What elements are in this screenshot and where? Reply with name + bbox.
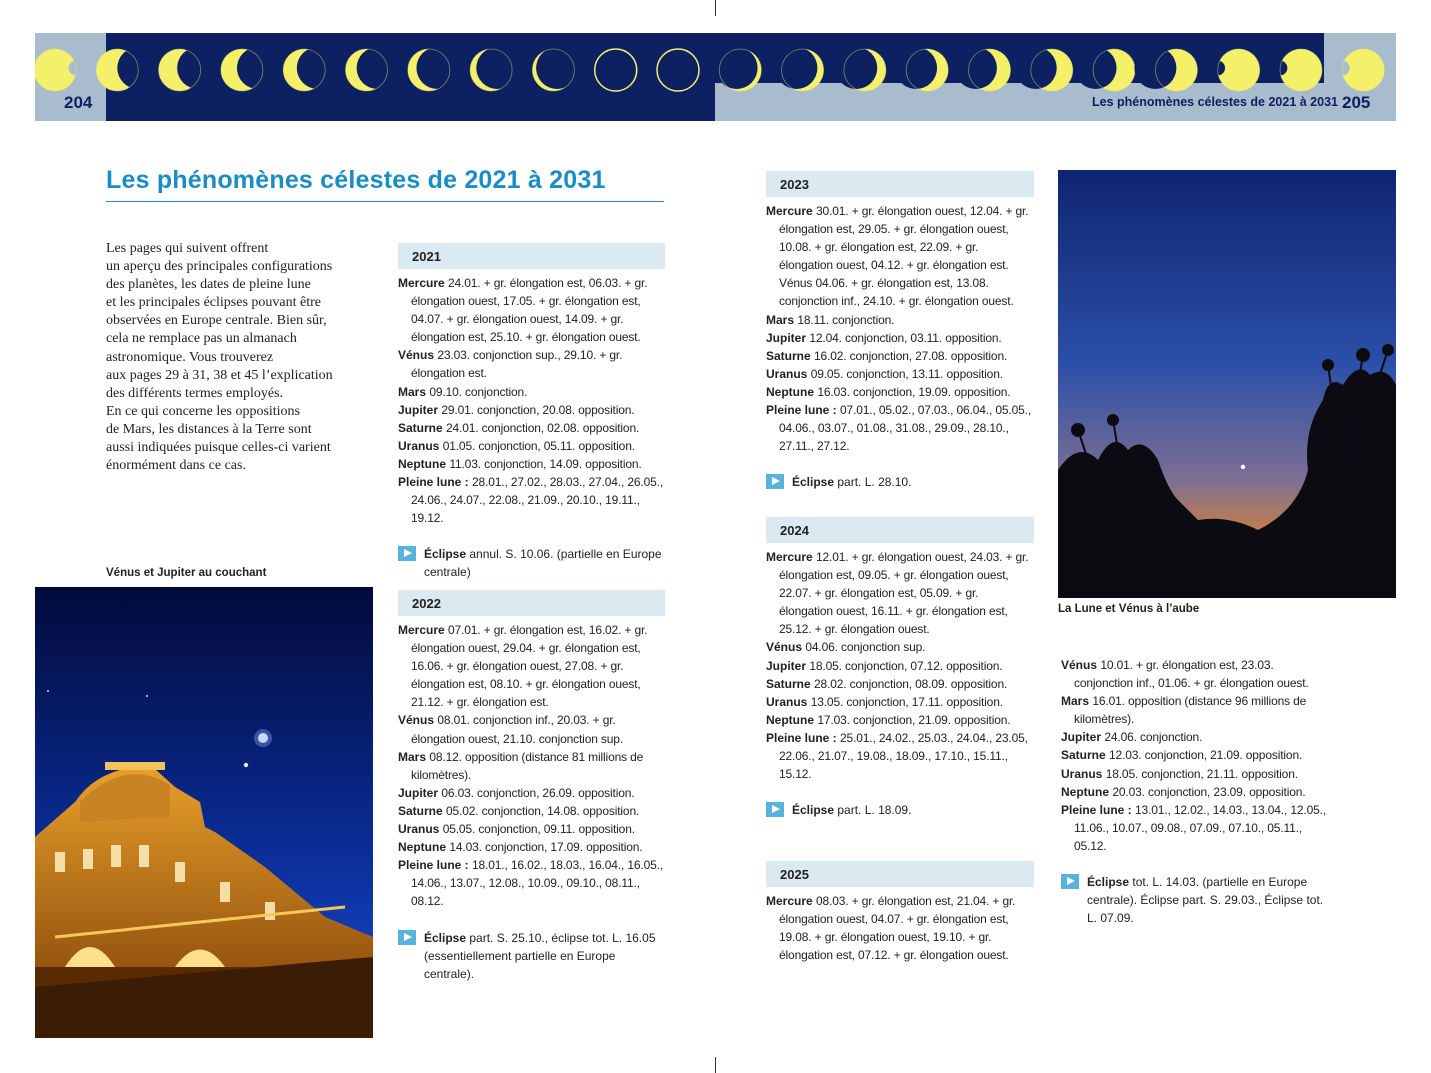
- event-dates: 10.01. + gr. élongation est, 23.03. conjonction inf., 01.06. + gr. élongation ouest.: [1074, 658, 1309, 691]
- intro-line: cela ne remplace pas un almanach: [106, 331, 297, 347]
- planet-name: Saturne: [398, 803, 443, 818]
- eclipse-text: part. L. 18.09.: [837, 803, 912, 818]
- planet-name: Mars: [1061, 694, 1090, 709]
- eclipse-text: part. S. 25.10., éclipse tot. L. 16.05 (essentiellement partielle en Europe centrale).: [424, 930, 656, 981]
- eclipse-note: [766, 473, 1034, 491]
- event-dates: 18.11. conjonction.: [797, 312, 895, 327]
- event-entry: [766, 311, 1034, 329]
- intro-line: aux pages 29 à 31, 38 et 45 l’explication: [106, 367, 333, 383]
- play-arrow-icon: [766, 802, 784, 817]
- event-entry: [766, 548, 1034, 638]
- planet-name: Neptune: [766, 384, 814, 399]
- planet-name: Vénus: [1061, 658, 1098, 672]
- photo-caption-right: La Lune et Vénus à l’aube: [1058, 603, 1200, 615]
- event-dates: 24.01. + gr. élongation est, 06.03. + gr. élongation ouest, 17.05. + gr. élongation est, 04.07. + gr. élongation ouest, 14.09. + gr. élongation est, 25.10. + gr. élongation ouest.: [411, 276, 648, 345]
- year-block-2021: [398, 243, 665, 582]
- moon-phase-icon: [408, 47, 459, 91]
- planet-name: Vénus: [398, 348, 435, 363]
- event-dates: 08.01. conjonction inf., 20.03. + gr. élongation ouest, 21.10. conjonction sup.: [411, 713, 624, 746]
- event-entry: [398, 838, 665, 856]
- intro-line: des différents termes employés.: [106, 385, 284, 401]
- event-dates: 24.01. conjonction, 02.08. opposition.: [446, 420, 640, 435]
- moon-phase-icon: [96, 47, 159, 91]
- event-entry: [398, 346, 665, 382]
- eclipse-label: Éclipse: [792, 475, 835, 490]
- event-entry: [766, 365, 1034, 383]
- moon-phase-icon: [159, 47, 220, 91]
- event-entry: [766, 202, 1034, 311]
- planet-name: Vénus: [766, 640, 803, 655]
- moon-phase-icon: [470, 47, 518, 91]
- event-dates: 17.03. conjonction, 21.09. opposition.: [817, 712, 1011, 727]
- intro-line: observées en Europe centrale. Bien sûr,: [106, 313, 327, 329]
- moon-phase-icon: [221, 47, 279, 91]
- planet-name: Mars: [398, 384, 427, 399]
- event-dates: 12.04. conjonction, 03.11. opposition.: [809, 330, 1002, 345]
- event-dates: 16.01. opposition (distance 96 millions de kilomètres).: [1074, 694, 1307, 727]
- event-dates: 09.10. conjonction.: [429, 384, 528, 399]
- event-dates: 04.06. conjonction sup.: [805, 640, 926, 655]
- event-dates: 05.05. conjonction, 09.11. opposition.: [442, 822, 635, 837]
- moon-phase-icon: [1210, 49, 1259, 91]
- event-entry: [1061, 656, 1329, 692]
- planet-name: Mars: [766, 312, 795, 327]
- moon-venus-dawn-photo: [1058, 170, 1396, 598]
- moon-phase-icon: [1134, 47, 1197, 91]
- year-block-2024: [766, 517, 1034, 819]
- moon-phase-icon: [595, 49, 637, 91]
- planet-name: Pleine lune :: [398, 475, 469, 490]
- planet-name: Uranus: [766, 366, 808, 381]
- intro-line: et les principales éclipses pouvant être: [106, 295, 321, 311]
- event-entry: [398, 748, 665, 784]
- planet-name: Mercure: [398, 276, 445, 290]
- intro-line: des planètes, les dates de pleine lune: [106, 277, 311, 293]
- play-arrow-icon: [766, 474, 784, 489]
- planet-name: Jupiter: [766, 330, 807, 345]
- event-dates: 05.02. conjonction, 14.08. opposition.: [446, 803, 640, 818]
- intro-line: aussi indiquées puisque celles-ci varient: [106, 440, 331, 456]
- event-entry: [398, 274, 665, 346]
- planet-name: Uranus: [1061, 766, 1103, 781]
- eclipse-note: [766, 801, 1034, 819]
- event-dates: 24.06. conjonction.: [1104, 730, 1203, 745]
- event-dates: 16.02. conjonction, 27.08. opposition.: [814, 348, 1008, 363]
- event-dates: 07.01. + gr. élongation est, 16.02. + gr. élongation ouest, 29.04. + gr. élongation est, 16.06. + gr. élongation ouest, 27.08. + gr. élongation est, 08.10. + gr. élongation ouest, 21.12. + gr. élongation est.: [411, 623, 648, 710]
- event-dates: 14.03. conjonction, 17.09. opposition.: [449, 840, 643, 855]
- event-dates: 18.05. conjonction, 21.11. opposition.: [1105, 766, 1298, 781]
- planet-name: Saturne: [766, 348, 811, 363]
- intro-line: un aperçu des principales configurations: [106, 259, 333, 275]
- moon-phase-icon: [955, 47, 1011, 91]
- planet-name: Vénus: [398, 713, 435, 728]
- moon-phase-icon: [283, 47, 339, 91]
- event-dates: 12.03. conjonction, 21.09. opposition.: [1109, 748, 1303, 763]
- event-dates: 29.01. conjonction, 20.08. opposition.: [441, 402, 635, 417]
- event-entry: [398, 856, 665, 910]
- moon-phase-icon: [1015, 47, 1073, 91]
- event-dates: 09.05. conjonction, 13.11. opposition.: [810, 366, 1003, 381]
- event-list: [398, 274, 665, 527]
- year-block-2025: [766, 861, 1034, 964]
- moon-phase-icon: [716, 47, 762, 91]
- event-entry: [766, 329, 1034, 347]
- planet-name: Pleine lune :: [766, 730, 837, 745]
- event-dates: 08.12. opposition (distance 81 millions de kilomètres).: [411, 749, 644, 782]
- event-entry: [766, 638, 1034, 656]
- event-dates: 23.03. conjonction sup., 29.10. + gr. élongation est.: [411, 348, 623, 381]
- event-entry: [766, 347, 1034, 365]
- eclipse-text: part. L. 28.10.: [837, 475, 912, 490]
- event-entry: [398, 437, 665, 455]
- event-dates: 08.03. + gr. élongation est, 21.04. + gr. élongation ouest, 04.07. + gr. élongation est, 19.08. + gr. élongation ouest, 19.10. + gr. élongation est, 07.12. + gr. élongation ouest.: [779, 894, 1016, 963]
- planet-name: Mercure: [766, 550, 813, 564]
- page-number-right: 205: [1342, 93, 1371, 112]
- event-dates: 12.01. + gr. élongation ouest, 24.03. + gr. élongation est, 09.05. + gr. élongation ouest, 22.07. + gr. élongation est, 05.09. + gr. élongation ouest, 16.11. + gr. élongation est, 25.12. + gr. élongation ouest.: [779, 550, 1029, 637]
- eclipse-label: Éclipse: [792, 803, 835, 818]
- event-entry: [766, 675, 1034, 693]
- play-arrow-icon: [1061, 874, 1079, 889]
- planet-name: Mercure: [766, 204, 813, 218]
- event-entry: [766, 401, 1034, 455]
- event-dates: 01.05. conjonction, 05.11. opposition.: [442, 438, 635, 453]
- event-entry: [766, 711, 1034, 729]
- event-entry: [398, 711, 665, 747]
- event-entry: [398, 401, 665, 419]
- event-entry: [766, 729, 1034, 783]
- planet-name: Uranus: [766, 694, 808, 709]
- eclipse-note: [398, 545, 665, 581]
- crop-mark-top: [715, 0, 716, 16]
- event-dates: 07.01., 05.02., 07.03., 06.04., 05.05., 04.06., 03.07., 01.08., 31.08., 29.09., 28.10., 27.11., 27.12.: [779, 403, 1032, 454]
- event-entry: [766, 892, 1034, 964]
- event-dates: 06.03. conjonction, 26.09. opposition.: [441, 785, 635, 800]
- event-entry: [398, 455, 665, 473]
- event-dates: 28.02. conjonction, 08.09. opposition.: [814, 676, 1008, 691]
- event-list: [766, 202, 1034, 455]
- event-entry: [1061, 746, 1329, 764]
- intro-paragraph: [106, 240, 381, 475]
- planet-name: Neptune: [398, 456, 446, 471]
- event-entry: [398, 473, 665, 527]
- eclipse-label: Éclipse: [424, 930, 467, 945]
- year-heading: 2022: [398, 590, 665, 616]
- event-entry: [398, 383, 665, 401]
- planet-name: Mercure: [398, 623, 445, 637]
- event-entry: [766, 383, 1034, 401]
- crop-mark-bottom: [715, 1057, 716, 1073]
- moon-phase-icon: [775, 47, 823, 91]
- event-entry: [1061, 692, 1329, 728]
- planet-name: Neptune: [398, 840, 446, 855]
- planet-name: Saturne: [398, 420, 443, 435]
- event-dates: 28.01., 27.02., 28.03., 27.04., 26.05., 24.06., 24.07., 22.08., 21.09., 20.10., 19.11., 19.12.: [411, 475, 664, 526]
- planet-name: Neptune: [1061, 784, 1109, 799]
- eclipse-note: [1061, 873, 1329, 927]
- planet-name: Uranus: [398, 438, 440, 453]
- event-list: [1061, 656, 1329, 855]
- intro-line: de Mars, les distances à la Terre sont: [106, 421, 312, 437]
- planet-name: Saturne: [1061, 748, 1106, 763]
- intro-line: énormément dans ce cas.: [106, 458, 246, 474]
- year-block-2025-continued: [1061, 656, 1329, 927]
- planet-name: Jupiter: [398, 785, 439, 800]
- page-title: Les phénomènes célestes de 2021 à 2031: [106, 166, 606, 194]
- moon-phase-icon: [1273, 49, 1322, 91]
- eclipse-text: annul. S. 10.06. (partielle en Europe centrale): [424, 547, 662, 580]
- planet-name: Neptune: [766, 712, 814, 727]
- year-heading: 2024: [766, 517, 1034, 543]
- planet-name: Uranus: [398, 822, 440, 837]
- moon-phase-icon: [895, 47, 948, 91]
- play-arrow-icon: [398, 546, 416, 561]
- year-heading: 2025: [766, 861, 1034, 887]
- photo-caption-left: Vénus et Jupiter au couchant: [106, 567, 267, 579]
- event-entry: [1061, 765, 1329, 783]
- intro-line: astronomique. Vous trouverez: [106, 349, 274, 365]
- moon-phase-icon: [657, 49, 699, 91]
- event-entry: [1061, 801, 1329, 855]
- event-list: [398, 621, 665, 911]
- moon-phase-icon: [532, 47, 578, 91]
- planet-name: Mercure: [766, 894, 813, 908]
- event-dates: 13.01., 12.02., 14.03., 13.04., 12.05., 11.06., 10.07., 09.08., 07.09., 07.10., 05.11., 05.12.: [1074, 802, 1327, 853]
- planet-name: Saturne: [766, 676, 811, 691]
- eclipse-label: Éclipse: [1087, 875, 1130, 890]
- moon-phase-icon: [346, 47, 399, 91]
- event-entry: [398, 621, 665, 711]
- page-number-left: 204: [64, 93, 93, 112]
- year-block-2022: [398, 590, 665, 983]
- event-entry: [398, 784, 665, 802]
- eclipse-label: Éclipse: [424, 547, 467, 562]
- play-arrow-icon: [398, 930, 416, 945]
- event-entry: [766, 693, 1034, 711]
- title-rule: [106, 201, 664, 202]
- event-dates: 11.03. conjonction, 14.09. opposition.: [449, 456, 642, 471]
- venus-jupiter-palace-photo: [35, 587, 373, 1038]
- event-entry: [398, 419, 665, 437]
- moon-phase-icon: [35, 49, 83, 91]
- intro-line: En ce qui concerne les oppositions: [106, 403, 301, 419]
- event-dates: 18.05. conjonction, 07.12. opposition.: [809, 658, 1003, 673]
- planet-name: Pleine lune :: [766, 403, 837, 418]
- planet-name: Pleine lune :: [1061, 802, 1132, 817]
- event-dates: 18.01., 16.02., 18.03., 16.04., 16.05., 14.06., 13.07., 12.08., 10.09., 09.10., 08.11., 08.12.: [411, 858, 664, 909]
- intro-line: Les pages qui suivent offrent: [106, 241, 269, 256]
- planet-name: Jupiter: [1061, 730, 1102, 745]
- moon-phase-icon: [1075, 47, 1136, 91]
- eclipse-note: [398, 929, 665, 983]
- event-entry: [1061, 728, 1329, 746]
- event-entry: [1061, 783, 1329, 801]
- event-list: [766, 548, 1034, 783]
- planet-name: Jupiter: [398, 402, 439, 417]
- event-list: [766, 892, 1034, 964]
- event-entry: [398, 802, 665, 820]
- planet-name: Jupiter: [766, 658, 807, 673]
- event-dates: 20.03. conjonction, 23.09. opposition.: [1112, 784, 1306, 799]
- year-block-2023: [766, 171, 1034, 491]
- event-entry: [766, 657, 1034, 675]
- event-dates: 16.03. conjonction, 19.09. opposition.: [817, 384, 1011, 399]
- event-dates: 13.05. conjonction, 17.11. opposition.: [810, 694, 1003, 709]
- event-dates: 25.01., 24.02., 25.03., 24.04., 23.05, 22.06., 21.07., 19.08., 18.09., 17.10., 15.11., 15.12.: [779, 730, 1028, 782]
- event-entry: [398, 820, 665, 838]
- year-heading: 2023: [766, 171, 1034, 197]
- planet-name: Pleine lune :: [398, 858, 469, 873]
- year-heading: 2021: [398, 243, 665, 269]
- running-title: Les phénomènes célestes de 2021 à 2031: [1092, 95, 1338, 109]
- moon-phase-icon: [1335, 49, 1384, 91]
- moon-phase-icon: [835, 47, 886, 91]
- planet-name: Mars: [398, 749, 427, 764]
- event-dates: 30.01. + gr. élongation ouest, 12.04. + gr. élongation est, 29.05. + gr. élongation ouest, 10.08. + gr. élongation est, 22.09. + gr. élongation ouest, 04.12. + gr. élongation est. Vénus 04.06. + gr. élongation est, 13.08. conjonction inf., 24.10. + gr. élongation ouest.: [779, 204, 1029, 309]
- eclipse-text: tot. L. 14.03. (partielle en Europe centrale). Éclipse part. S. 29.03., Éclipse tot. L. 07.09.: [1087, 875, 1324, 926]
